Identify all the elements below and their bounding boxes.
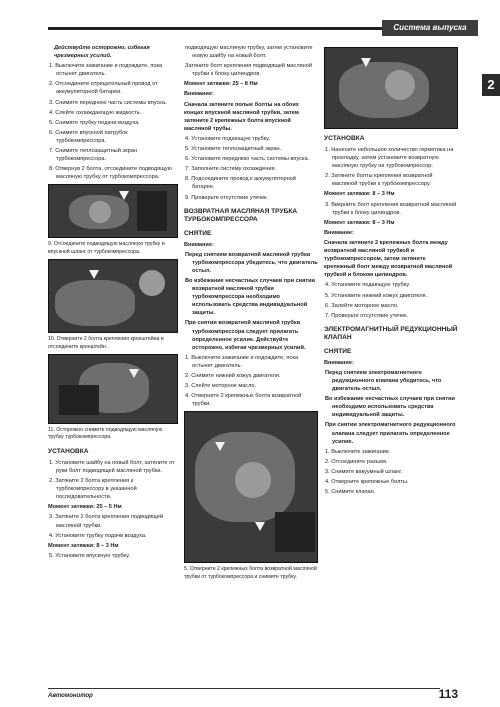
list-item: 2. Отсоедините отрицательный провод от аккумуляторной батареи. (49, 81, 158, 96)
list-item: 3. Снимите переднюю часть системы впуска. (49, 99, 167, 106)
footer-rule (48, 688, 440, 689)
list-item: 1. Установите шайбу на новый болт, затяните от руки болт подводящей масляной трубки. (49, 459, 175, 474)
note-title: Внимание: (324, 359, 354, 366)
list-item: 5. Снимите трубку подачи воздуха. (49, 119, 140, 126)
list-item: 7. Заполните систему охлаждения. (185, 166, 277, 173)
figure-caption: 10. Отверните 2 болта крепления кронштейна и отсоедините кронштейн. (48, 336, 164, 350)
torque-spec: Момент затяжки: 25 – 8 Нм (184, 81, 258, 88)
list-item: При снятии возвратной масляной трубки турбокомпрессора следует прилагать определенное усилие. Действуйте осторожно, избегая чрезмерных усилий. (185, 320, 306, 351)
list-item: подводящую масляную трубку, затем установите новую шайбу на новый болт. (185, 45, 313, 60)
torque-spec: Момент затяжки: 8 – 3 Нм (48, 542, 119, 549)
list-item: 7. Проверьте отсутствие утечек. (325, 312, 409, 319)
list-item: 1. Нанесите небольшое количество герметика на прокладку, затем установите возвратную масляную трубку на турбокомпрессор. (325, 147, 454, 170)
list-item: 4. Отверните крепежные болты. (325, 479, 409, 485)
list-item: 4. Установите подающую трубку. (325, 282, 411, 289)
figure-caption: 9. Отсоедините подводящую масляную трубку и впускной шланг от турбокомпрессора. (48, 241, 165, 255)
list-item: 3. Вверните болт крепления возвратной масляной трубки к блоку цилиндров. (325, 201, 457, 216)
warning-text: Действуйте осторожно, избегая чрезмерных усилий. (54, 45, 150, 60)
figure-return-pipe (184, 411, 318, 563)
figure-caption: 11. Осторожно снимите подводящую масляную трубку турбокомпрессора. (48, 427, 163, 441)
list-item: 4. Слейте охлаждающую жидкость. (49, 109, 142, 116)
list-item: Во избежание несчастных случаев при снятии возвратной масляной трубки турбокомпрессора необходимо использовать средства индивидуальной защиты. (185, 277, 315, 317)
page-number: 113 (438, 687, 458, 701)
section-heading: ВОЗВРАТНАЯ МАСЛЯНАЯ ТРУБКА ТУРБОКОМПРЕССОРА (184, 207, 298, 223)
list-item: 5. Установите впускную трубку. (49, 552, 130, 559)
list-item: 2. Отсоедините разъем. (325, 458, 388, 465)
column-right (324, 44, 458, 498)
list-item: 1. Выключите зажигание и подождите, пока остынет двигатель. (49, 63, 163, 78)
note-title: Внимание: (184, 241, 214, 248)
list-item: При снятии электромагнитного редукционного клапана следует прилагать определенное усилие. (325, 422, 456, 445)
list-item: 2. Затяните болты крепления возвратной масляной трубки к турбокомпрессору. (325, 173, 433, 188)
list-item: 4. Установите подающую трубку. (185, 135, 271, 142)
list-item: 6. Установите переднюю часть системы впуска. (185, 156, 310, 163)
remove-heading: СНЯТИЕ (324, 347, 352, 355)
install-heading: УСТАНОВКА (324, 135, 365, 142)
list-item: 5. Установите теплозащитный экран. (185, 146, 282, 153)
list-item: 7. Снимите теплозащитный экран турбокомпрессора. (49, 148, 137, 163)
list-item: 5. Установите нижний кожух двигателя. (325, 292, 428, 299)
list-item: Во избежание несчастных случаев при снятии необходимо использовать средства индивидуальной защиты. (325, 396, 455, 419)
list-item: Перед снятием электромагнитного редукционного клапана убедитесь, что двигатель остыл. (325, 369, 442, 393)
list-item: 8. Отвернув 2 болта, отсоедините подводящую масляную трубку от турбокомпрессора. (49, 166, 172, 181)
list-item: 8. Подсоедините провод к аккумуляторной батарее. (185, 176, 296, 191)
torque-spec: Момент затяжки: 8 – 3 Нм (324, 219, 395, 226)
torque-spec: Момент затяжки: 25 – 5 Нм (48, 504, 122, 511)
note-title: Внимание: (184, 91, 214, 98)
list-item: 2. Затяните 2 болта крепления к турбокомпрессору в указанной последовательности. (49, 478, 137, 501)
list-item: 3. Затяните 2 болта крепления подводящей масляной трубки. (49, 514, 163, 529)
header-rule (48, 27, 428, 30)
list-item: 3. Снимите вакуумный шланг. (325, 468, 403, 475)
note-text: Сначала затяните полые болты на обоих концах впускной масляной трубки, затем затяните 2 крепежных болта впускной масляной трубы. (184, 101, 299, 132)
publisher-name: Автомонитор (48, 693, 93, 699)
figure-turbo-oil-feed (48, 184, 178, 238)
torque-spec: Момент затяжки: 8 – 3 Нм (324, 191, 395, 198)
section-heading: ЭЛЕКТРОМАГНИТНЫЙ РЕДУКЦИОННЫЙ КЛАПАН (324, 325, 458, 341)
list-item: 1. Выключите зажигание и подождите, пока остынет двигатель. (185, 354, 299, 369)
remove-heading: СНЯТИЕ (184, 229, 212, 237)
column-middle (184, 44, 318, 583)
note-title: Внимание: (324, 229, 354, 236)
list-item: 4. Установите трубку подачи воздуха. (49, 532, 147, 539)
list-item: 6. Залейте моторное масло. (325, 302, 399, 309)
list-item: 3. Слейте моторное масло. (185, 383, 257, 390)
section-title: Система выпуска (382, 20, 478, 36)
figure-caption: 5. Отверните 2 крепежных болта возвратной масляной трубки от турбокомпрессора и снимите трубку. (184, 566, 317, 580)
figure-return-pipe-install (324, 47, 458, 129)
column-left (48, 44, 178, 562)
list-item: Перед снятием возвратной масляной трубки турбокомпрессора убедитесь, что двигатель остыл. (185, 251, 318, 274)
chapter-tab: 2 (482, 74, 500, 96)
figure-bracket (48, 259, 178, 333)
list-item: 1. Выключите зажигание. (325, 448, 391, 455)
list-item: 6. Снимите впускной патрубок турбокомпрессора. (49, 129, 128, 144)
list-item: 4. Отверните 2 крепежных болта возвратной трубки. (185, 393, 302, 408)
note-text: Сначала затяните 2 крепежных болта между возвратной масляной трубкой и турбокомпрессором, затем затяните крепежный болт между возвратной масляной трубкой и блоком цилиндров. (324, 239, 453, 279)
page-header (0, 14, 500, 34)
list-item: 2. Снимите нижний кожух двигателя. (185, 373, 281, 379)
figure-pipe-removal (48, 354, 178, 424)
list-item: 9. Проверьте отсутствие утечек. (185, 194, 269, 201)
list-item: Затяните болт крепления подводящей масляной трубки к блоку цилиндров. (185, 63, 312, 78)
install-heading: УСТАНОВКА (48, 447, 89, 455)
list-item: 5. Снимите клапан. (325, 489, 376, 496)
